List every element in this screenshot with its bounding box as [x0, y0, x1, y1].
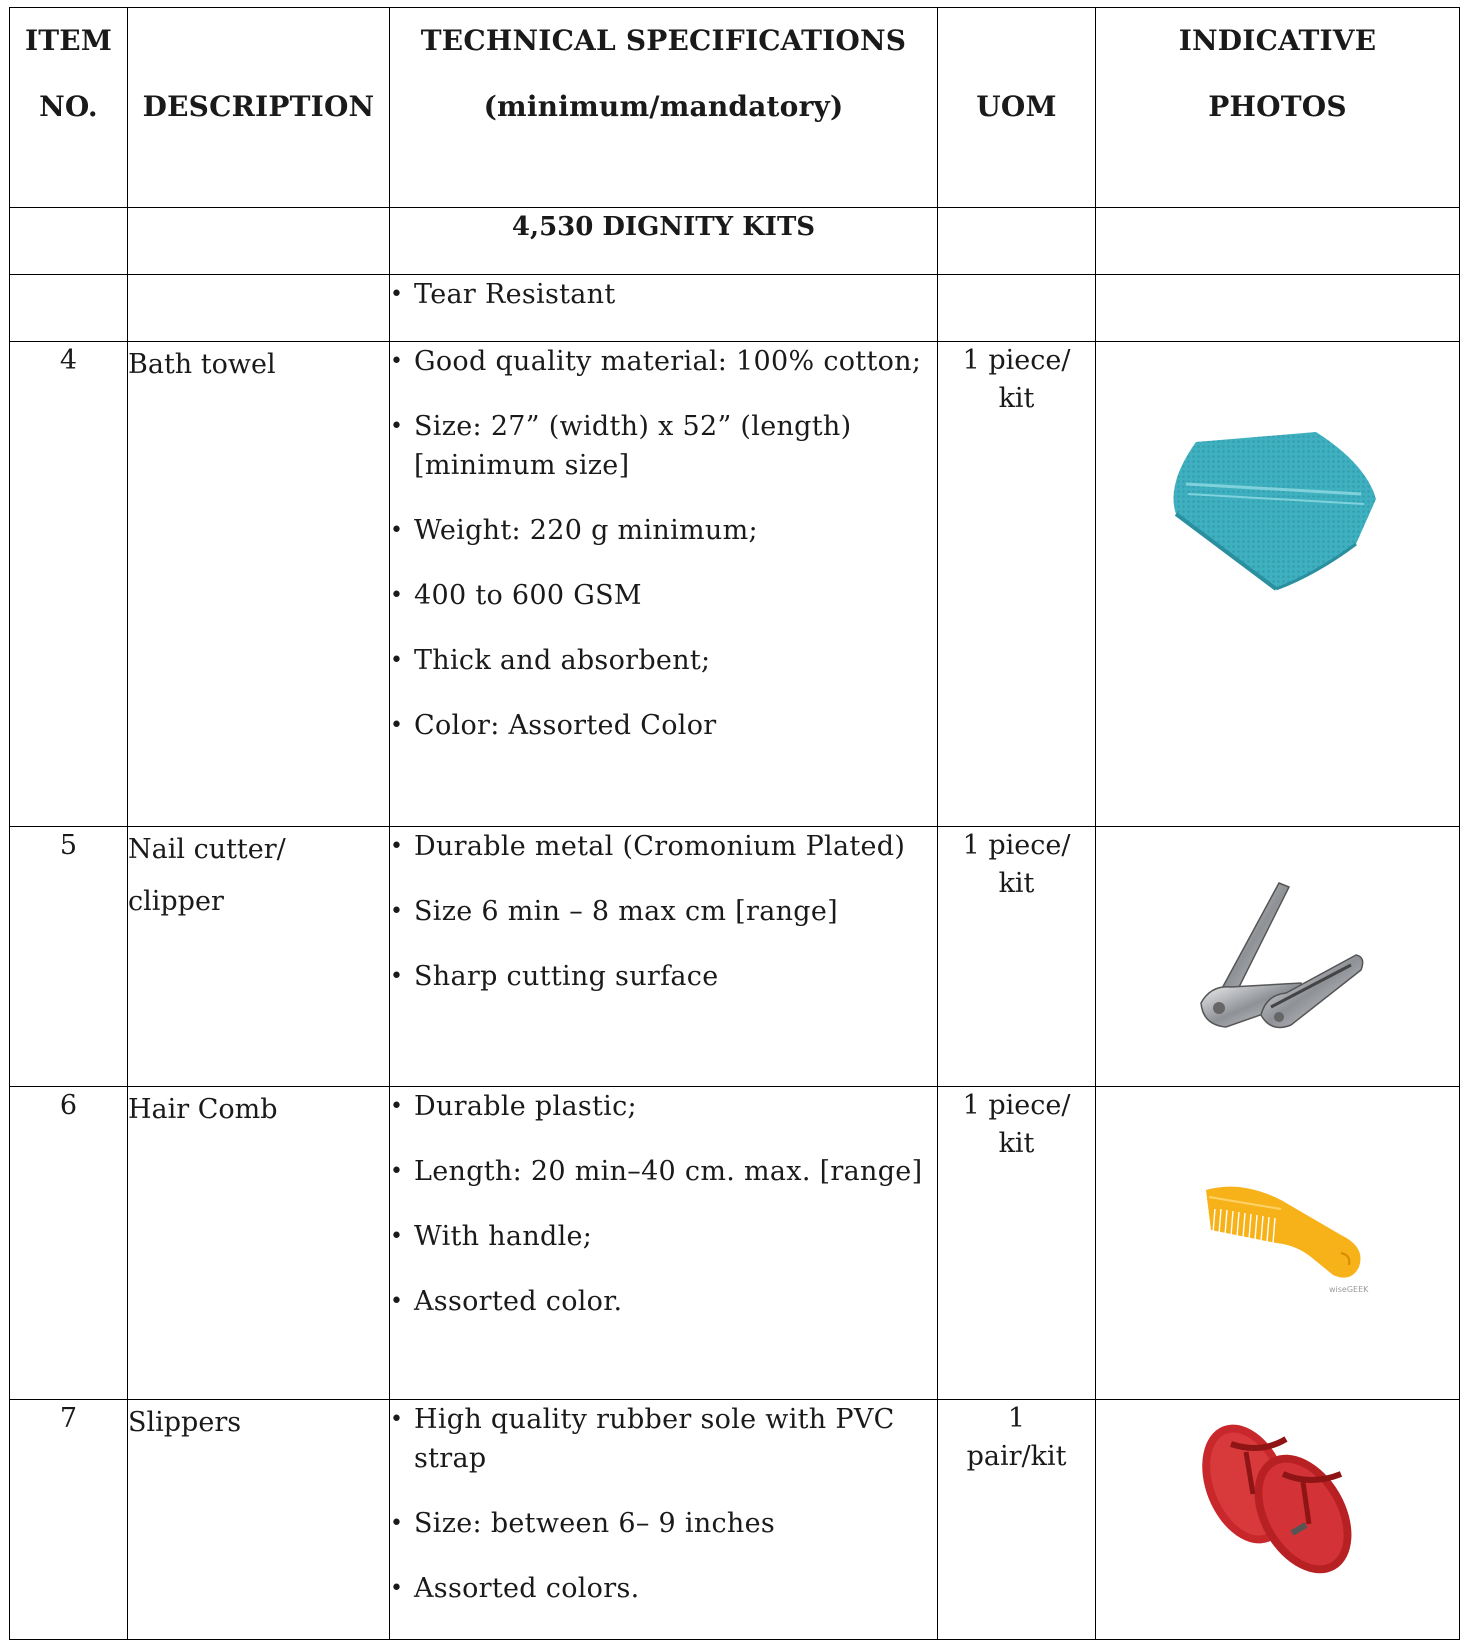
table-row: [10, 1087, 1460, 1400]
spec-bullet: • With handle;: [390, 1217, 937, 1256]
spec-table: [9, 7, 1460, 1640]
empty-cell: [938, 275, 1096, 342]
item-uom: 1 piece/ kit: [938, 1087, 1096, 1400]
item-photo: [1096, 1087, 1460, 1400]
empty-cell: [128, 275, 390, 342]
spec-bullet: • Length: 20 min–40 cm. max. [range]: [390, 1152, 937, 1191]
spec-bullet: • Good quality material: 100% cotton;: [390, 342, 937, 381]
header-description: DESCRIPTION: [128, 8, 390, 208]
spec-bullet: • Durable metal (Cromonium Plated): [390, 827, 937, 866]
item-specs: [390, 1400, 938, 1640]
spec-bullet: • Size: 27” (width) x 52” (length) [minimum size]: [390, 407, 937, 485]
spec-bullet: • Sharp cutting surface: [390, 957, 937, 996]
item-number: 5: [10, 827, 128, 1087]
item-description: Slippers: [128, 1400, 390, 1640]
item-uom: 1 piece/ kit: [938, 342, 1096, 827]
empty-cell: [10, 275, 128, 342]
spec-bullet: • Durable plastic;: [390, 1087, 937, 1126]
item-description: Bath towel: [128, 342, 390, 827]
spec-bullet: • High quality rubber sole with PVC strap: [390, 1400, 937, 1478]
item-number: 4: [10, 342, 128, 827]
spec-bullet: • Size: between 6– 9 inches: [390, 1504, 937, 1543]
table-row: [10, 827, 1460, 1087]
spec-bullet: • Assorted colors.: [390, 1569, 937, 1608]
header-technical-specifications: TECHNICAL SPECIFICATIONS (minimum/mandatory): [390, 8, 938, 208]
item-specs: [390, 1087, 938, 1400]
item-uom: 1 piece/ kit: [938, 827, 1096, 1087]
item-description: Hair Comb: [128, 1087, 390, 1400]
continuation-spec-cell: [390, 275, 938, 342]
spec-bullet: • Color: Assorted Color: [390, 706, 937, 745]
continuation-row: [10, 275, 1460, 342]
photo-watermark: wiseGEEK: [1329, 1285, 1369, 1294]
spec-bullet: • Assorted color.: [390, 1282, 937, 1321]
towel-icon: [1166, 424, 1386, 594]
item-number: 7: [10, 1400, 128, 1640]
empty-cell: [10, 208, 128, 275]
table-row: [10, 1400, 1460, 1640]
section-row: [10, 208, 1460, 275]
item-specs: [390, 827, 938, 1087]
spec-bullet: • 400 to 600 GSM: [390, 576, 937, 615]
header-item-no: ITEM NO.: [10, 8, 128, 208]
nail-clipper-icon: [1191, 875, 1371, 1040]
header-uom: UOM: [938, 8, 1096, 208]
item-description: Nail cutter/ clipper: [128, 827, 390, 1087]
item-uom: 1 pair/kit: [938, 1400, 1096, 1640]
section-title: 4,530 DIGNITY KITS: [390, 208, 938, 275]
empty-cell: [1096, 208, 1460, 275]
empty-cell: [128, 208, 390, 275]
spec-bullet: • Tear Resistant: [390, 275, 937, 314]
slippers-icon: [1191, 1414, 1361, 1584]
comb-icon: [1201, 1175, 1381, 1295]
header-indicative-photos: INDICATIVE PHOTOS: [1096, 8, 1460, 208]
item-number: 6: [10, 1087, 128, 1400]
item-photo: [1096, 342, 1460, 827]
empty-cell: [938, 208, 1096, 275]
table-row: [10, 342, 1460, 827]
spec-bullet: • Weight: 220 g minimum;: [390, 511, 937, 550]
header-row: [10, 8, 1460, 208]
item-specs: [390, 342, 938, 827]
item-photo: [1096, 827, 1460, 1087]
empty-cell: [1096, 275, 1460, 342]
spec-bullet: • Size 6 min – 8 max cm [range]: [390, 892, 937, 931]
spec-bullet: • Thick and absorbent;: [390, 641, 937, 680]
item-photo: [1096, 1400, 1460, 1640]
